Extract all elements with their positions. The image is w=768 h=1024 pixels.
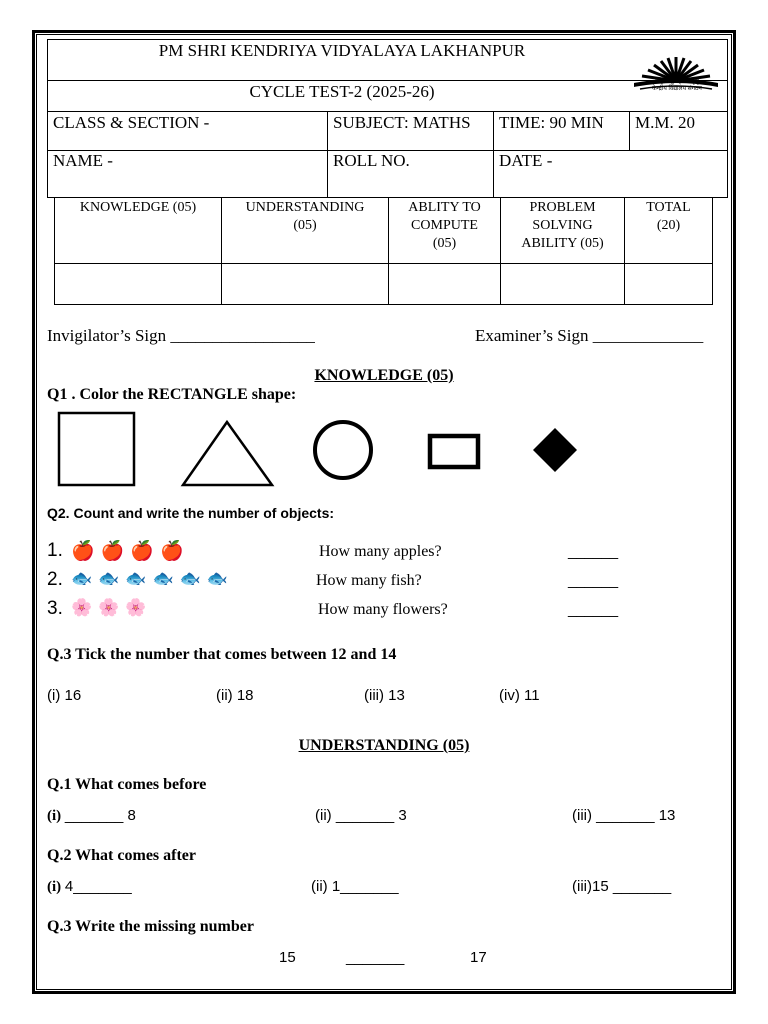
class-section-label: CLASS & SECTION -: [53, 113, 210, 132]
date-label: DATE -: [499, 151, 553, 170]
time-label: TIME: 90 MIN: [499, 113, 604, 132]
school-name: PM SHRI KENDRIYA VIDYALAYA LAKHANPUR: [158, 41, 526, 60]
circle-shape[interactable]: [315, 422, 371, 478]
u-q2-item-2[interactable]: (ii) 1_______: [311, 878, 399, 895]
u-q1: Q.1 What comes before: [47, 776, 207, 793]
apples-answer-blank[interactable]: ______: [568, 543, 619, 560]
u-q2: Q.2 What comes after: [47, 847, 196, 864]
shapes-row: [50, 408, 590, 490]
k-q2: Q2. Count and write the number of objects:: [47, 505, 335, 521]
k-q3: Q.3 Tick the number that comes between 12 and 14: [47, 646, 397, 663]
q3-option-iv[interactable]: (iv) 11: [499, 687, 540, 704]
u-q1-item-1[interactable]: (i) _______ 8: [47, 807, 136, 824]
missing-number-blank[interactable]: _______: [346, 949, 405, 966]
fish-icons: 🐟🐟🐟🐟🐟🐟: [71, 569, 235, 588]
triangle-shape[interactable]: [183, 422, 272, 485]
q3-option-i[interactable]: (i) 16: [47, 687, 82, 704]
marks-header-compute-text: ABLITY TO COMPUTE (05): [408, 200, 481, 251]
section-knowledge-title: KNOWLEDGE (05): [314, 367, 454, 384]
marks-cell-problem-solving[interactable]: [500, 263, 625, 305]
name-label: NAME -: [53, 151, 113, 170]
square-shape[interactable]: [59, 413, 134, 485]
diamond-shape[interactable]: [533, 428, 577, 472]
missing-number-right: 17: [470, 949, 487, 966]
u-q1-item-3[interactable]: (iii) _______ 13: [572, 807, 676, 824]
marks-cell-compute[interactable]: [388, 263, 501, 305]
flower-icons: 🌸🌸🌸: [71, 598, 153, 617]
apples-question: How many apples?: [319, 543, 442, 560]
roll-no-label: ROLL NO.: [333, 151, 410, 170]
marks-cell-knowledge[interactable]: [54, 263, 222, 305]
marks-header-knowledge-text: KNOWLEDGE (05): [79, 200, 197, 215]
q2-item-1-number: 1.: [47, 540, 63, 561]
section-understanding-title: UNDERSTANDING (05): [298, 737, 470, 754]
apple-icons: 🍎🍎🍎🍎: [71, 541, 190, 562]
max-marks-label: M.M. 20: [635, 113, 695, 132]
flowers-answer-blank[interactable]: ______: [568, 601, 619, 618]
kvs-logo-text: तत् त्वं पूषन् अपावृणु केन्द्रीय विद्यालय संगठन: [652, 79, 702, 92]
marks-cell-total[interactable]: [624, 263, 713, 305]
marks-cell-understanding[interactable]: [221, 263, 389, 305]
q3-option-iii[interactable]: (iii) 13: [364, 687, 405, 704]
u-q1-item-2[interactable]: (ii) _______ 3: [315, 807, 407, 824]
examiner-sign: Examiner’s Sign _____________: [475, 326, 704, 345]
invigilator-sign: Invigilator’s Sign _________________: [47, 326, 315, 345]
q3-option-ii[interactable]: (ii) 18: [216, 687, 254, 704]
fish-question: How many fish?: [316, 572, 422, 589]
u-q2-item-3[interactable]: (iii)15 _______: [572, 878, 672, 895]
u-q3: Q.3 Write the missing number: [47, 918, 254, 935]
flowers-question: How many flowers?: [318, 601, 448, 618]
test-title: CYCLE TEST-2 (2025-26): [249, 82, 435, 101]
fish-answer-blank[interactable]: ______: [568, 572, 619, 589]
q2-item-3-number: 3.: [47, 598, 63, 619]
marks-header-understanding-text: UNDERSTANDING (05): [245, 200, 365, 233]
k-q1: Q1 . Color the RECTANGLE shape:: [47, 386, 297, 403]
marks-header-total-text: TOTAL (20): [646, 200, 691, 233]
subject-label: SUBJECT: MATHS: [333, 113, 471, 132]
q2-item-2-number: 2.: [47, 569, 63, 590]
rectangle-shape[interactable]: [430, 436, 478, 467]
u-q2-item-1[interactable]: (i) 4_______: [47, 878, 132, 895]
missing-number-left: 15: [279, 949, 296, 966]
marks-header-problem-solving-text: PROBLEM SOLVING ABILITY (05): [521, 200, 604, 251]
